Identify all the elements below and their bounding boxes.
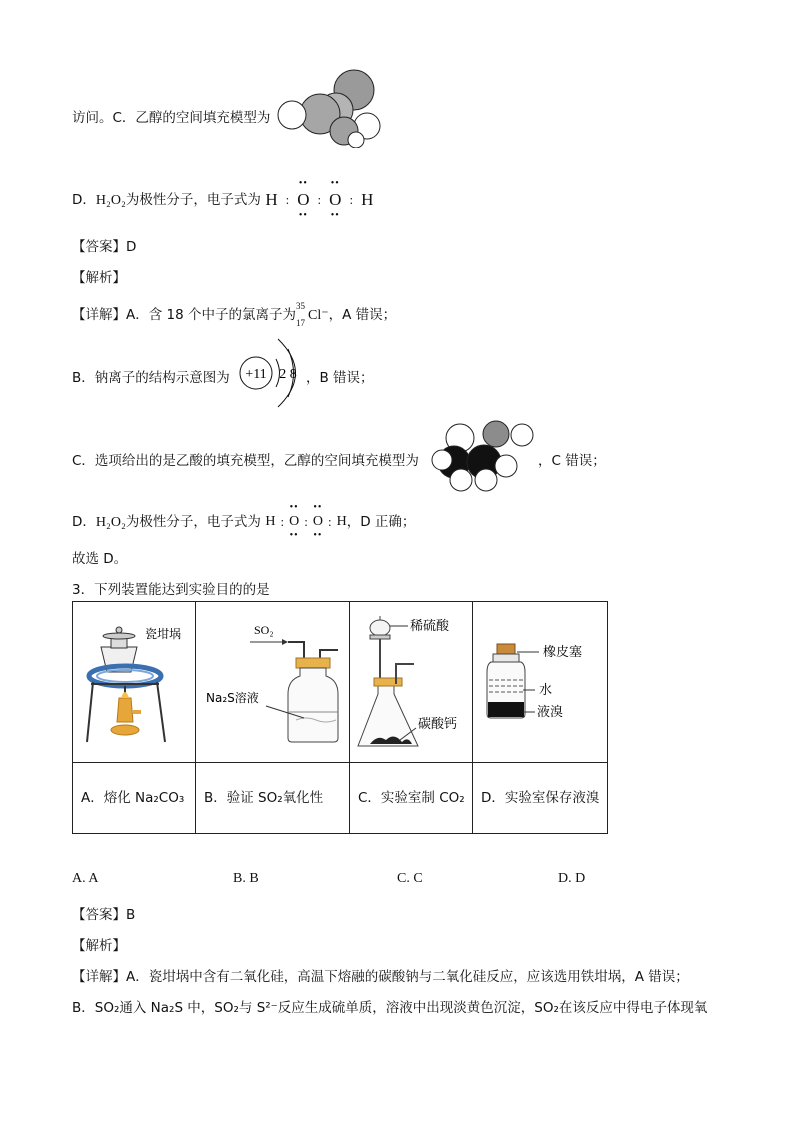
detail-b-prefix: B．钠离子的结构示意图为 [72, 370, 230, 386]
detail2-b: B．SO₂通入 Na₂S 中，SO₂与 S²⁻反应生成硫单质，溶液中出现淡黄色沉淀，SO₂在该反应中得电子体现氧 [72, 1000, 708, 1016]
answer-label-2: 【答案】B [72, 907, 136, 923]
detail2-a: 【详解】A．瓷坩埚中含有二氧化硅，高温下熔融的碳酸钠与二氧化硅反应，应该选用铁坩埚，A 错误； [72, 969, 689, 985]
line-option-c: 访问。C．乙醇的空间填充模型为 [72, 110, 271, 126]
answer-label: 【答案】D [72, 239, 137, 255]
analysis-label-2: 【解析】 [72, 938, 126, 954]
apparatus-c [350, 602, 473, 763]
detail-a-line: 【详解】A．含 18 个中子的氯离子为 35 17 Cl⁻，A 错误； [72, 301, 397, 328]
choice-b: B. B [233, 871, 259, 886]
apparatus-b [196, 602, 350, 763]
apparatus-table [72, 601, 608, 834]
caco3-label: 碳酸钙 [418, 717, 458, 732]
detail-b-suffix: ，B 错误； [306, 370, 374, 386]
crucible-label: 瓷坩埚 [145, 627, 182, 641]
nucleus-label: +11 [245, 367, 267, 382]
apparatus-d [473, 602, 608, 763]
water-label: 水 [539, 683, 553, 698]
stopper-label: 橡皮塞 [543, 645, 583, 660]
option-d-cell: D．实验室保存液溴 [473, 763, 608, 834]
choose-line: 故选 D。 [72, 551, 128, 567]
choice-c: C. C [397, 871, 423, 886]
line-option-d: D．H₂O₂为极性分子，电子式为 H : •• O •• : •• O •• : H [72, 178, 374, 221]
h2o2-electron-formula: H : •• O •• : •• O •• : H [265, 178, 374, 221]
ethanol-model-answer [430, 418, 540, 494]
option-a-cell: A．熔化 Na₂CO₃ [73, 763, 196, 834]
apparatus-a [73, 602, 196, 763]
h2o2-electron-formula-2: H : •• O •• : •• O •• : H [265, 502, 347, 541]
bromine-label: 液溴 [537, 705, 564, 720]
so2-label: SO₂ [254, 623, 274, 637]
detail-d-line: D．H₂O₂为极性分子，电子式为 H : •• O •• : •• O •• : H ，D 正确； [72, 502, 416, 541]
acid-label: 稀硫酸 [410, 619, 450, 634]
question-3-title: 3．下列装置能达到实验目的的是 [72, 582, 270, 598]
analysis-label: 【解析】 [72, 270, 126, 286]
option-b-cell: B．验证 SO₂氧化性 [196, 763, 350, 834]
detail-c-suffix: ，C 错误； [538, 453, 606, 469]
na2s-label: Na₂S溶液 [206, 691, 259, 705]
option-c-cell: C．实验室制 CO₂ [350, 763, 473, 834]
sodium-ion-diagram [236, 336, 316, 408]
ethanol-model-image [274, 68, 386, 148]
choice-a: A. A [72, 871, 99, 886]
detail-c-text: C．选项给出的是乙酸的填充模型，乙醇的空间填充模型为 [72, 453, 419, 469]
choice-d: D. D [558, 871, 586, 886]
chlorine-nuclide: 35 17 Cl⁻ [296, 301, 329, 328]
shell-electrons: 2 8 [279, 367, 297, 382]
